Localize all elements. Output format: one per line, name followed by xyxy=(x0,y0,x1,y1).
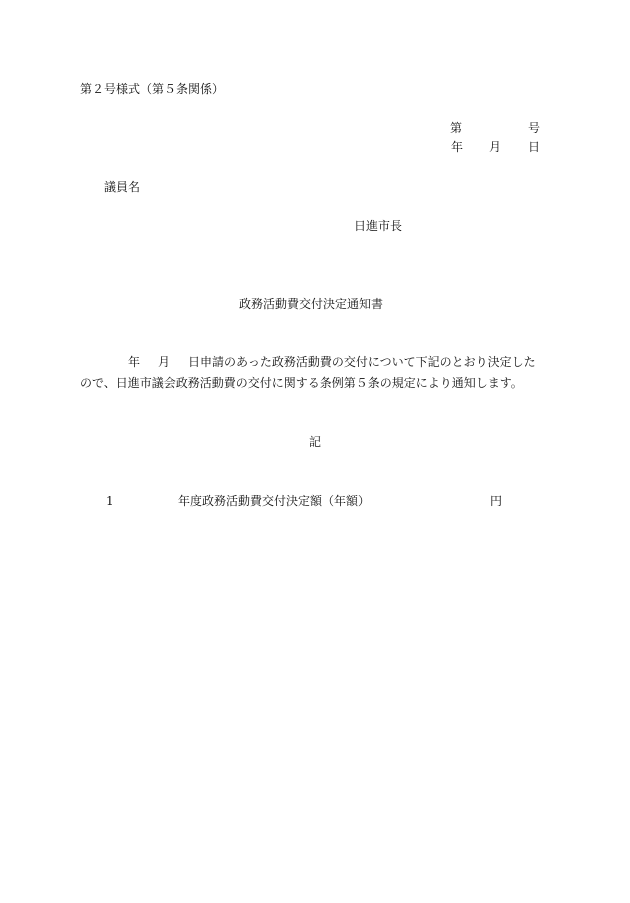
date-day-label: 日 xyxy=(528,140,541,154)
recipient-name: 議員名 xyxy=(104,180,141,194)
form-label: 第２号様式（第５条関係） xyxy=(80,82,225,96)
item-unit: 円 xyxy=(490,494,503,508)
ki-heading: 記 xyxy=(309,435,322,449)
body-month-label: 月 xyxy=(158,355,171,369)
body-line-1 xyxy=(128,356,536,368)
item-number: 1 xyxy=(106,494,114,508)
item-label: 年度政務活動費交付決定額（年額） xyxy=(178,494,371,508)
document-number-suffix: 号 xyxy=(528,121,541,135)
body-year-label: 年 xyxy=(128,355,141,369)
document-title: 政務活動費交付決定通知書 xyxy=(239,297,384,311)
sender-name: 日進市長 xyxy=(354,219,403,233)
body-line-1-text: 日申請のあった政務活動費の交付について下記のとおり決定した xyxy=(188,355,536,369)
date-year-label: 年 xyxy=(451,140,464,154)
body-line-2: ので、日進市議会政務活動費の交付に関する条例第５条の規定により通知します。 xyxy=(80,376,523,390)
document-number-prefix: 第 xyxy=(450,121,463,135)
date-month-label: 月 xyxy=(489,140,502,154)
